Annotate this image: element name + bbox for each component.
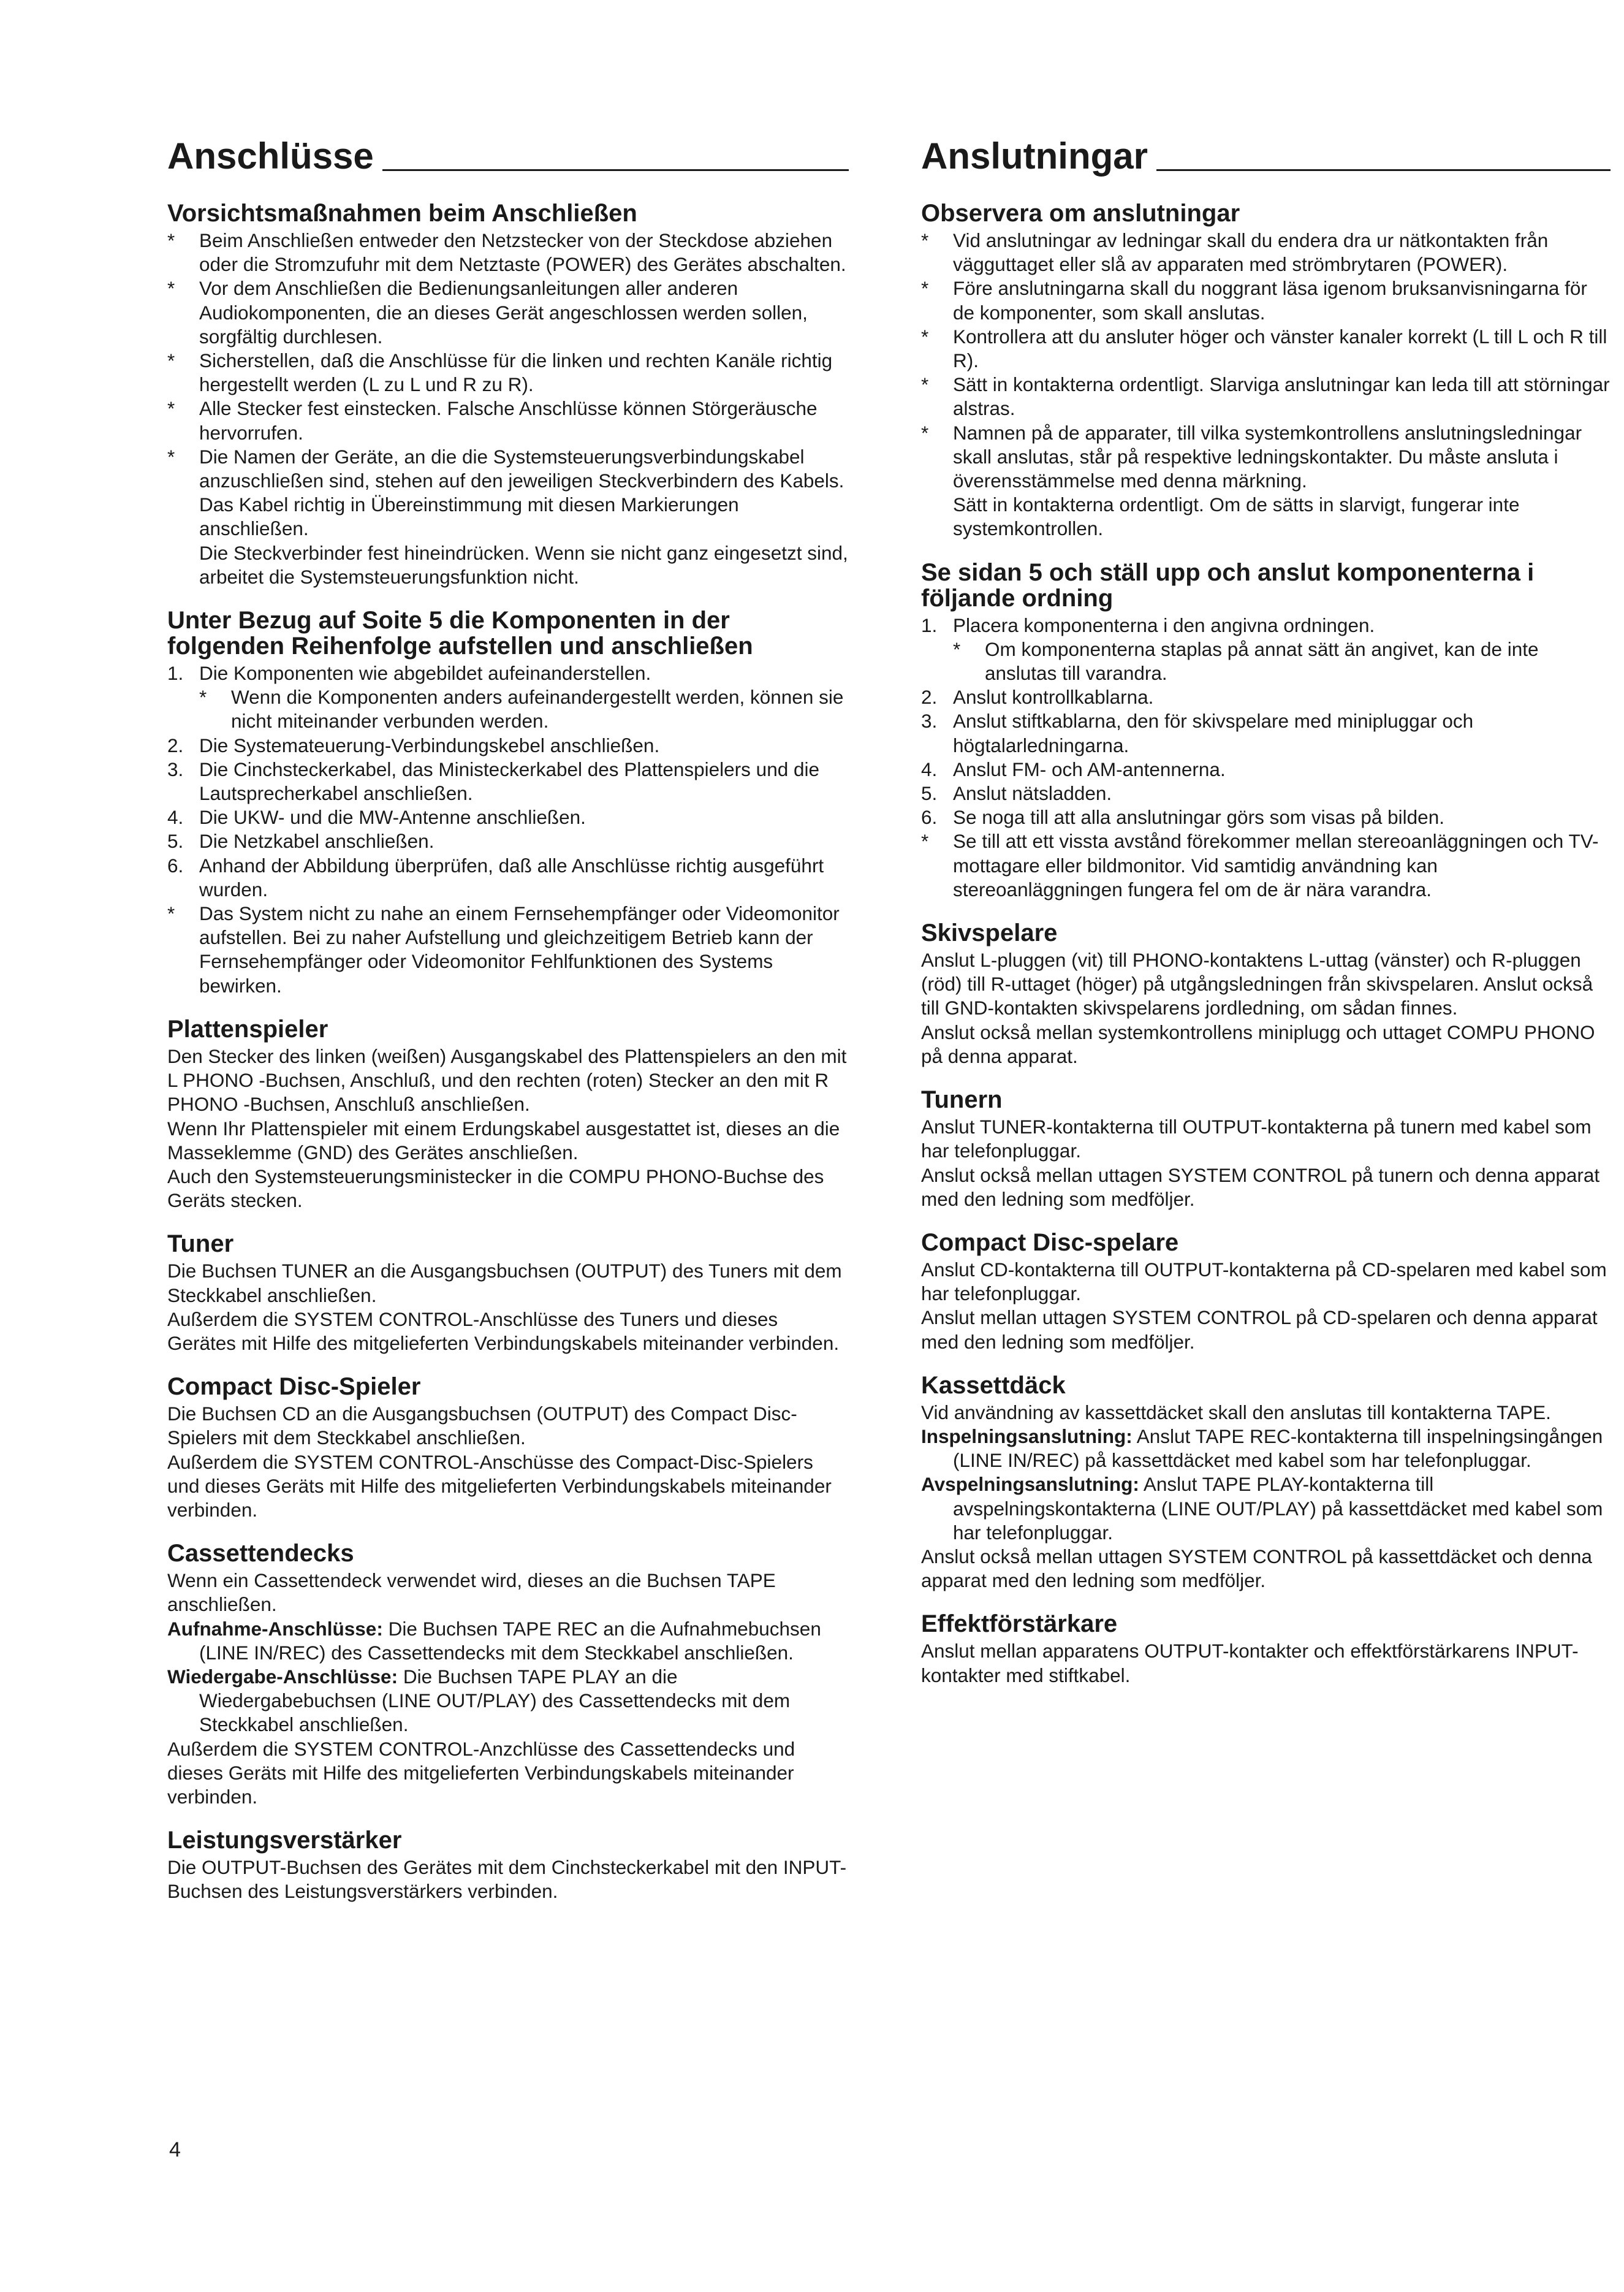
paragraph: Wenn ein Cassettendeck verwendet wird, dieses an die Buchsen TAPE anschließen. [167,1569,776,1616]
turntable-section-de [167,1016,849,1213]
page-number: 4 [169,2138,181,2161]
paragraph: Außerdem die SYSTEM CONTROL-Anschlüsse des Tuners und dieses Gerätes mit Hilfe des mitgelieferten Verbindungskabels miteinander verbinden. [167,1308,840,1354]
section-heading: Plattenspieler [167,1015,328,1043]
section-heading: Kassettdäck [921,1371,1066,1399]
german-column [167,135,849,1922]
step-note: * Om komponenterna staplas på annat sätt än angivet, kan de inte anslutas till varandra. [953,638,1611,685]
paragraph: Anslut också mellan uttagen SYSTEM CONTROL på kassettdäcket och denna apparat med den ledning som medföljer. [921,1545,1592,1592]
section-heading: Leistungsverstärker [167,1827,402,1854]
placement-note: * Se till att ett vissta avstånd förekommer mellan stereoanläggningen och TV-mottagare eller bildmonitor. Vid samtidig användning kan stereoanläggningen fungera fel om de är nära varandra. [921,829,1611,902]
paragraph: Anslut också mellan uttagen SYSTEM CONTROL på tunern och denna apparat med den ledning som medföljer. [921,1163,1600,1210]
paragraph: Anslut CD-kontakterna till OUTPUT-kontakterna på CD-spelaren med kabel som har telefonpluggar. [921,1258,1607,1305]
paragraph: Außerdem die SYSTEM CONTROL-Anzchlüsse des Cassettendecks und dieses Geräts mit Hilfe des mitgelieferten Verbindungskabels miteinander verbinden. [167,1737,795,1808]
german-title: Anschlüsse [167,138,849,175]
title-rule [382,169,849,171]
step-item: 1. Placera komponenterna i den angivna ordningen. * Om komponenterna staplas på annat sätt än angivet, kan de inte anslutas till varandra. [921,614,1611,686]
amplifier-section-sv [921,1611,1611,1687]
section-heading: Observera om anslutningar [921,200,1240,227]
precautions-section-sv [921,200,1611,541]
step-item: 6. Se noga till att alla anslutningar görs som visas på bilden. [921,806,1444,829]
step-item: 4. Anslut FM- och AM-antennerna. [921,758,1226,780]
step-item: 2. Anslut kontrollkablarna. [921,686,1154,709]
step-item: 5. Die Netzkabel anschließen. [167,830,434,853]
paragraph: Vid användning av kassettdäcket skall den anslutas till kontakterna TAPE. [921,1401,1551,1423]
paragraph: Anslut mellan uttagen SYSTEM CONTROL på CD-spelaren och denna apparat med den ledning som medföljer. [921,1306,1598,1353]
paragraph: Außerdem die SYSTEM CONTROL-Anschüsse des Compact-Disc-Spielers und dieses Geräts mit Hilfe des mitgelieferten Verbindungskabels miteinander verbinden. [167,1450,832,1521]
amplifier-section-de [167,1827,849,1903]
rec-connection: Aufnahme-Anschlüsse: Die Buchsen TAPE REC an die Aufnahmebuchsen (LINE IN/REC) des Cassettendecks mit dem Steckkabel anschließen. [167,1617,821,1664]
list-item: * Sätt in kontakterna ordentligt. Slarviga anslutningar kan leda till att störningar alstras. [921,373,1611,421]
placement-note: * Das System nicht zu nahe an einem Fernsehempfänger oder Videomonitor aufstellen. Bei zu naher Aufstellung und gleichzeitigem Betrieb kann der Fernsehempfänger oder Videomonitor Fehlfunktionen des Systems bewirken. [167,902,849,998]
list-item: * Före anslutningarna skall du noggrant läsa igenom bruksanvisningarna för de komponenter, som skall anslutas. [921,276,1611,324]
list-item: * Kontrollera att du ansluter höger och vänster kanaler korrekt (L till L och R till R). [921,325,1611,373]
list-item: * Beim Anschließen entweder den Netzstecker von der Steckdose abziehen oder die Stromzufuhr mit dem Netztaste (POWER) des Gerätes abschalten. [167,229,849,276]
rec-connection: Inspelningsanslutning: Anslut TAPE REC-kontakterna till inspelningsingången (LINE IN/REC) på kassettdäcket med kabel som har telefonpluggar. [921,1425,1603,1472]
swedish-title: Anslutningar [921,138,1611,175]
step-item: 3. Anslut stiftkablarna, den för skivspelare med minipluggar och högtalarledningarna. [921,710,1474,756]
list-item: * Die Namen der Geräte, an die die Systemsteuerungsverbindungskabel anzuschließen sind, stehen auf den jeweiligen Steckverbindern des Kabels. Das Kabel richtig in Übereinstimmung mit diesen Markierungen anschließen. Die Steckverbinder fest hineindrücken. Wenn sie nicht ganz eingesetzt sind, arbeitet die Systemsteuerungsfunktion nicht. [167,445,849,589]
paragraph: Auch den Systemsteuerungsministecker in die COMPU PHONO-Buchse des Geräts stecken. [167,1165,824,1212]
section-heading: Tunern [921,1086,1003,1114]
step-item: 1. Die Komponenten wie abgebildet aufeinanderstellen. * Wenn die Komponenten anders aufeinandergestellt werden, können sie nicht miteinander verbunden werden. [167,661,849,734]
section-heading: Cassettendecks [167,1540,354,1567]
cd-section-de [167,1374,849,1522]
cassette-section-de [167,1540,849,1809]
step-item: 4. Die UKW- und die MW-Antenne anschließen. [167,806,586,829]
paragraph: Anslut L-pluggen (vit) till PHONO-kontaktens L-uttag (vänster) och R-pluggen (röd) till R-uttaget (höger) på utgångsledningen från skivspelaren. Anslut också till GND-kontakten skivspelarens jordledning, om sådan finnes. [921,949,1593,1019]
paragraph: Den Stecker des linken (weißen) Ausgangskabel des Plattenspielers an den mit L PHONO -Buchsen, Anschluß, und den rechten (roten) Stecker an den mit R PHONO -Buchsen, Anschluß anschließen. [167,1045,847,1116]
paragraph: Die OUTPUT-Buchsen des Gerätes mit dem Cinchsteckerkabel mit den INPUT-Buchsen des Leistungsverstärkers verbinden. [167,1856,847,1903]
title-rule [1156,169,1611,171]
section-heading: Vorsichtsmaßnahmen beim Anschließen [167,200,637,227]
section-heading: Skivspelare [921,919,1058,947]
precautions-section-de [167,200,849,589]
turntable-section-sv [921,920,1611,1068]
cd-section-sv [921,1230,1611,1354]
paragraph: Die Buchsen TUNER an die Ausgangsbuchsen (OUTPUT) des Tuners mit dem Steckkabel anschließen. [167,1260,842,1306]
section-heading: Compact Disc-Spieler [167,1373,421,1401]
list-item: * Sicherstellen, daß die Anschlüsse für die linken und rechten Kanäle richtig hergestellt werden (L zu L und R zu R). [167,349,849,397]
list-item: * Vor dem Anschließen die Bedienungsanleitungen aller anderen Audiokomponenten, die an dieses Gerät angeschlossen werden sollen, sorgfältig durchlesen. [167,276,849,349]
paragraph: Anslut mellan apparatens OUTPUT-kontakter och effektförstärkarens INPUT-kontakter med stiftkabel. [921,1640,1579,1686]
play-connection: Wiedergabe-Anschlüsse: Die Buchsen TAPE PLAY an die Wiedergabebuchsen (LINE OUT/PLAY) des Cassettendecks mit dem Steckkabel anschließen. [167,1665,791,1736]
list-item: * Namnen på de apparater, till vilka systemkontrollens anslutningsledningar skall anslutas, står på respektive ledningskontakter. Du måste ansluta i överensstämmelse med denna märkning. Sätt in kontakterna ordentligt. Om de sätts in slarvigt, fungerar inte systemkontrollen. [921,421,1611,541]
step-note: * Wenn die Komponenten anders aufeinandergestellt werden, können sie nicht miteinander verbunden werden. [199,685,849,733]
setup-order-section-de [167,607,849,998]
section-heading: Unter Bezug auf Soite 5 die Komponenten in der folgenden Reihenfolge aufstellen und anschließen [167,607,753,660]
step-item: 5. Anslut nätsladden. [921,782,1112,805]
paragraph: Wenn Ihr Plattenspieler mit einem Erdungskabel ausgestattet ist, dieses an die Masseklemme (GND) des Gerätes anschließen. [167,1117,840,1163]
section-heading: Tuner [167,1230,234,1258]
section-heading: Se sidan 5 och ställ upp och anslut komponenterna i följande ordning [921,558,1535,612]
paragraph: Anslut också mellan systemkontrollens miniplugg och uttaget COMPU PHONO på denna apparat. [921,1021,1595,1067]
paragraph: Anslut TUNER-kontakterna till OUTPUT-kontakterna på tunern med kabel som har telefonpluggar. [921,1116,1592,1162]
section-heading: Effektförstärkare [921,1610,1118,1638]
list-item: * Alle Stecker fest einstecken. Falsche Anschlüsse können Störgeräusche hervorrufen. [167,397,849,444]
step-item: 2. Die Systemateuerung-Verbindungskebel anschließen. [167,734,660,756]
paragraph: Die Buchsen CD an die Ausgangsbuchsen (OUTPUT) des Compact Disc-Spielers mit dem Steckkabel anschließen. [167,1403,797,1449]
step-item: 6. Anhand der Abbildung überprüfen, daß alle Anschlüsse richtig ausgeführt wurden. [167,854,824,900]
tuner-section-sv [921,1087,1611,1211]
swedish-column [921,135,1611,1706]
tuner-section-de [167,1231,849,1355]
section-heading: Compact Disc-spelare [921,1228,1179,1256]
cassette-section-sv [921,1373,1611,1593]
list-item: * Vid anslutningar av ledningar skall du endera dra ur nätkontakten från vägguttaget eller slå av apparaten med strömbrytaren (POWER). [921,229,1611,276]
step-item: 3. Die Cinchsteckerkabel, das Ministeckerkabel des Plattenspielers und die Lautsprecherkabel anschließen. [167,758,820,805]
setup-order-section-sv [921,560,1611,902]
play-connection: Avspelningsanslutning: Anslut TAPE PLAY-kontakterna till avspelningskontakterna (LINE OUT/PLAY) på kassettdäcket med kabel som har telefonpluggar. [921,1473,1603,1544]
